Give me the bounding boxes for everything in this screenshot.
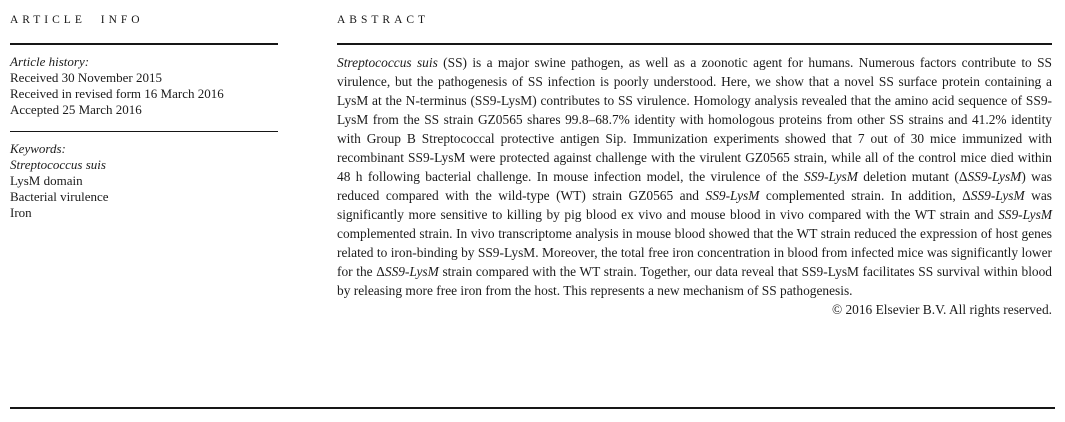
abstract-italic-segment: SS9-LysM — [384, 263, 439, 279]
abstract-italic-segment: SS9-LysM — [998, 206, 1052, 222]
article-history-label: Article history: — [10, 53, 90, 69]
article-history-block — [10, 54, 278, 118]
keywords-list — [10, 157, 278, 221]
abstract-section — [337, 13, 1052, 319]
abstract-segment: was significantly more sensitive to killing by pig blood ex vivo and mouse blood in vivo compared with the WT strain and — [337, 187, 1052, 222]
abstract-text — [337, 53, 1052, 300]
abstract-segment: complemented strain. In vivo transcriptome analysis in mouse blood showed that the WT strain reduced the expression of host genes related to iron-binding by SS9-LysM. Moreover, the total free iron concentration in blood from infected mice was significantly lower for the Δ — [337, 225, 1052, 279]
keyword-item: Bacterial virulence — [10, 189, 109, 204]
two-column-layout — [10, 13, 1052, 319]
abstract-italic-segment: Streptococcus suis — [337, 54, 438, 70]
article-info-top-divider — [10, 43, 278, 45]
keywords-label: Keywords: — [10, 141, 66, 156]
article-info-heading: ARTICLE INFO — [10, 14, 144, 26]
abstract-italic-segment: SS9-LysM — [705, 187, 760, 203]
keyword-item: Iron — [10, 205, 32, 220]
history-revised-line: Received in revised form 16 March 2016 — [10, 85, 224, 101]
keyword-item: LysM domain — [10, 173, 83, 188]
copyright-line: © 2016 Elsevier B.V. All rights reserved. — [831, 301, 1052, 317]
abstract-heading: ABSTRACT — [337, 14, 430, 26]
abstract-italic-segment: SS9-LysM — [970, 187, 1025, 203]
keywords-block — [10, 141, 278, 221]
history-received-line: Received 30 November 2015 — [10, 69, 162, 85]
abstract-segment: ) was reduced compared with the wild-type (WT) strain GZ0565 and — [337, 168, 1053, 203]
abstract-segment: deletion mutant (Δ — [857, 168, 968, 184]
abstract-top-divider — [337, 43, 1052, 45]
section-bottom-divider — [10, 407, 1055, 409]
abstract-segment: (SS) is a major swine pathogen, as well as a zoonotic agent for humans. Numerous factors contribute to SS virulence, but the pathogenesis of SS infection is poorly understood. Here, we show that a novel SS surface protein containing a LysM at the N-terminus (SS9-LysM) contributes to SS virulence. Homology analysis revealed that the amino acid sequence of SS9-LysM from the SS strain GZ0565 shares 99.8–68.7% identity with homologous proteins from other SS strains and 41.2% identity with Group B Streptococcal protective antigen Sip. Immunization experiments showed that 7 out of 30 mice immunized with recombinant SS9-LysM were protected against challenge with the virulent GZ0565 strain, while all of the control mice died within 48 h following bacterial challenge. In mouse infection model, the virulence of the — [337, 54, 1052, 184]
keywords-divider — [10, 131, 278, 133]
article-info-section — [10, 13, 278, 221]
abstract-segment: complemented strain. In addition, Δ — [759, 187, 971, 203]
keyword-item: Streptococcus suis — [10, 157, 106, 172]
abstract-segment: strain compared with the WT strain. Together, our data reveal that SS9-LysM facilitates SS survival within blood by releasing more free iron from the host. This represents a new mechanism of SS pathogenesis. — [337, 263, 1052, 298]
history-accepted-line: Accepted 25 March 2016 — [10, 101, 142, 117]
abstract-italic-segment: SS9-LysM — [804, 168, 858, 184]
abstract-italic-segment: SS9-LysM — [967, 168, 1022, 184]
